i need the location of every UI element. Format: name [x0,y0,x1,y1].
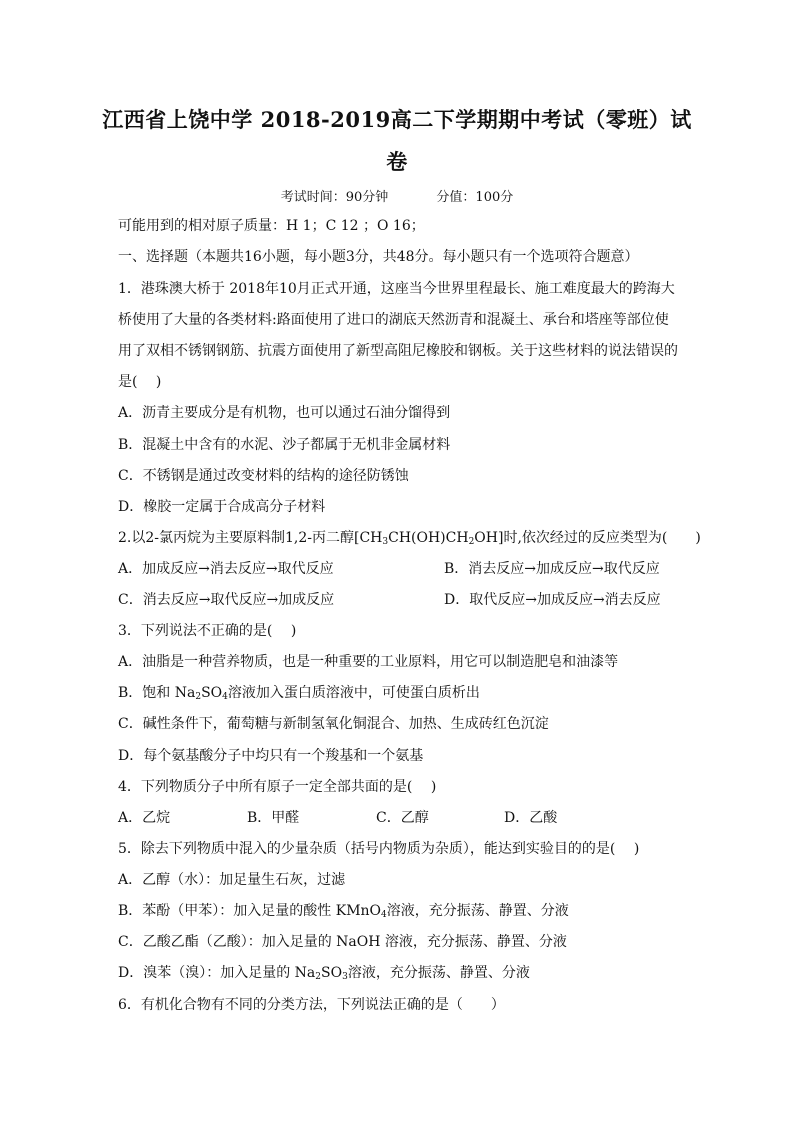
exam-meta [0,186,794,205]
q1-stem-line2: 桥使用了大量的各类材料:路面使用了进口的湖底天然沥青和混凝土、承台和塔座等部位使 [118,312,669,328]
q4-option-d: D．乙酸 [504,810,558,826]
q6-stem: 6．有机化合物有不同的分类方法，下列说法正确的是（ ） [118,997,505,1013]
q4-option-a: A．乙烷 [118,810,171,826]
q2-option-d: D．取代反应→加成反应→消去反应 [444,592,661,608]
q5-option-c: C．乙酸乙酯（乙酸）：加入足量的 NaOH 溶液，充分振荡、静置、分液 [118,934,567,950]
q3-option-a: A．油脂是一种营养物质，也是一种重要的工业原料，用它可以制造肥皂和油漆等 [118,654,619,670]
q1-stem-line4: 是( ) [118,374,162,390]
section-heading: 一、选择题（本题共16小题，每小题3分，共48分。每小题只有一个选项符合题意） [118,249,639,265]
q2-option-c: C．消去反应→取代反应→加成反应 [118,592,335,608]
q2-options-row2 [118,590,678,610]
q3-stem: 3．下列说法不正确的是( ) [118,623,297,639]
q3-option-c: C．碱性条件下，葡萄糖与新制氢氧化铜混合、加热、生成砖红色沉淀 [118,716,549,732]
q1-option-b: B．混凝土中含有的水泥、沙子都属于无机非金属材料 [118,437,451,453]
q1-option-d: D．橡胶一定属于合成高分子材料 [118,499,326,515]
exam-title-line2: 卷 [386,149,408,174]
q5-stem: 5．除去下列物质中混入的少量杂质（括号内物质为杂质），能达到实验目的的是( ) [118,841,640,857]
q2-stem: 2.以2-氯丙烷为主要原料制1,2-丙二醇$[CH_3CH(OH)CH_2OH]$时,依次经过的反应类型为( ) [118,530,701,547]
atomic-mass-note: 可能用到的相对原子质量：H 1；C 12 ；O 16； [118,218,425,234]
q5-option-a: A．乙醇（水）：加足量生石灰，过滤 [118,872,346,888]
q5-option-d: D．溴苯（溴）：加入足量的 $Na_2SO_3$溶液，充分振荡、静置、分液 [118,965,530,982]
exam-time: 考试时间：90分钟 [280,190,389,205]
q2-option-b: B．消去反应→加成反应→取代反应 [444,561,660,577]
q4-stem: 4．下列物质分子中所有原子一定全部共面的是( ) [118,779,437,795]
exam-score: 分值：100分 [436,190,514,205]
q4-option-c: C．乙醇 [376,810,429,826]
q1-stem-line3: 用了双相不锈钢钢筋、抗震方面使用了新型高阻尼橡胶和钢板。关于这些材料的说法错误的 [118,343,678,359]
exam-title-line1: 江西省上饶中学 2018-2019高二下学期期中考试（零班）试 [102,107,692,132]
q3-option-b: B．饱和 $Na_2SO_4$溶液加入蛋白质溶液中，可使蛋白质析出 [118,685,480,702]
q4-option-b: B．甲醛 [247,810,300,826]
q1-stem-line1: 1．港珠澳大桥于 2018年10月正式开通，这座当今世界里程最长、施工难度最大的跨海大 [118,281,675,297]
q1-option-a: A．沥青主要成分是有机物，也可以通过石油分馏得到 [118,405,451,421]
q3-option-d: D．每个氨基酸分子中均只有一个羧基和一个氨基 [118,748,424,764]
q5-option-b: B．苯酚（甲苯）：加入足量的酸性 KMnO$_4$溶液，充分振荡、静置、分液 [118,903,569,920]
q2-option-a: A．加成反应→消去反应→取代反应 [118,561,334,577]
q1-option-c: C．不锈钢是通过改变材料的结构的途径防锈蚀 [118,468,409,484]
q2-options-row1 [118,559,678,579]
